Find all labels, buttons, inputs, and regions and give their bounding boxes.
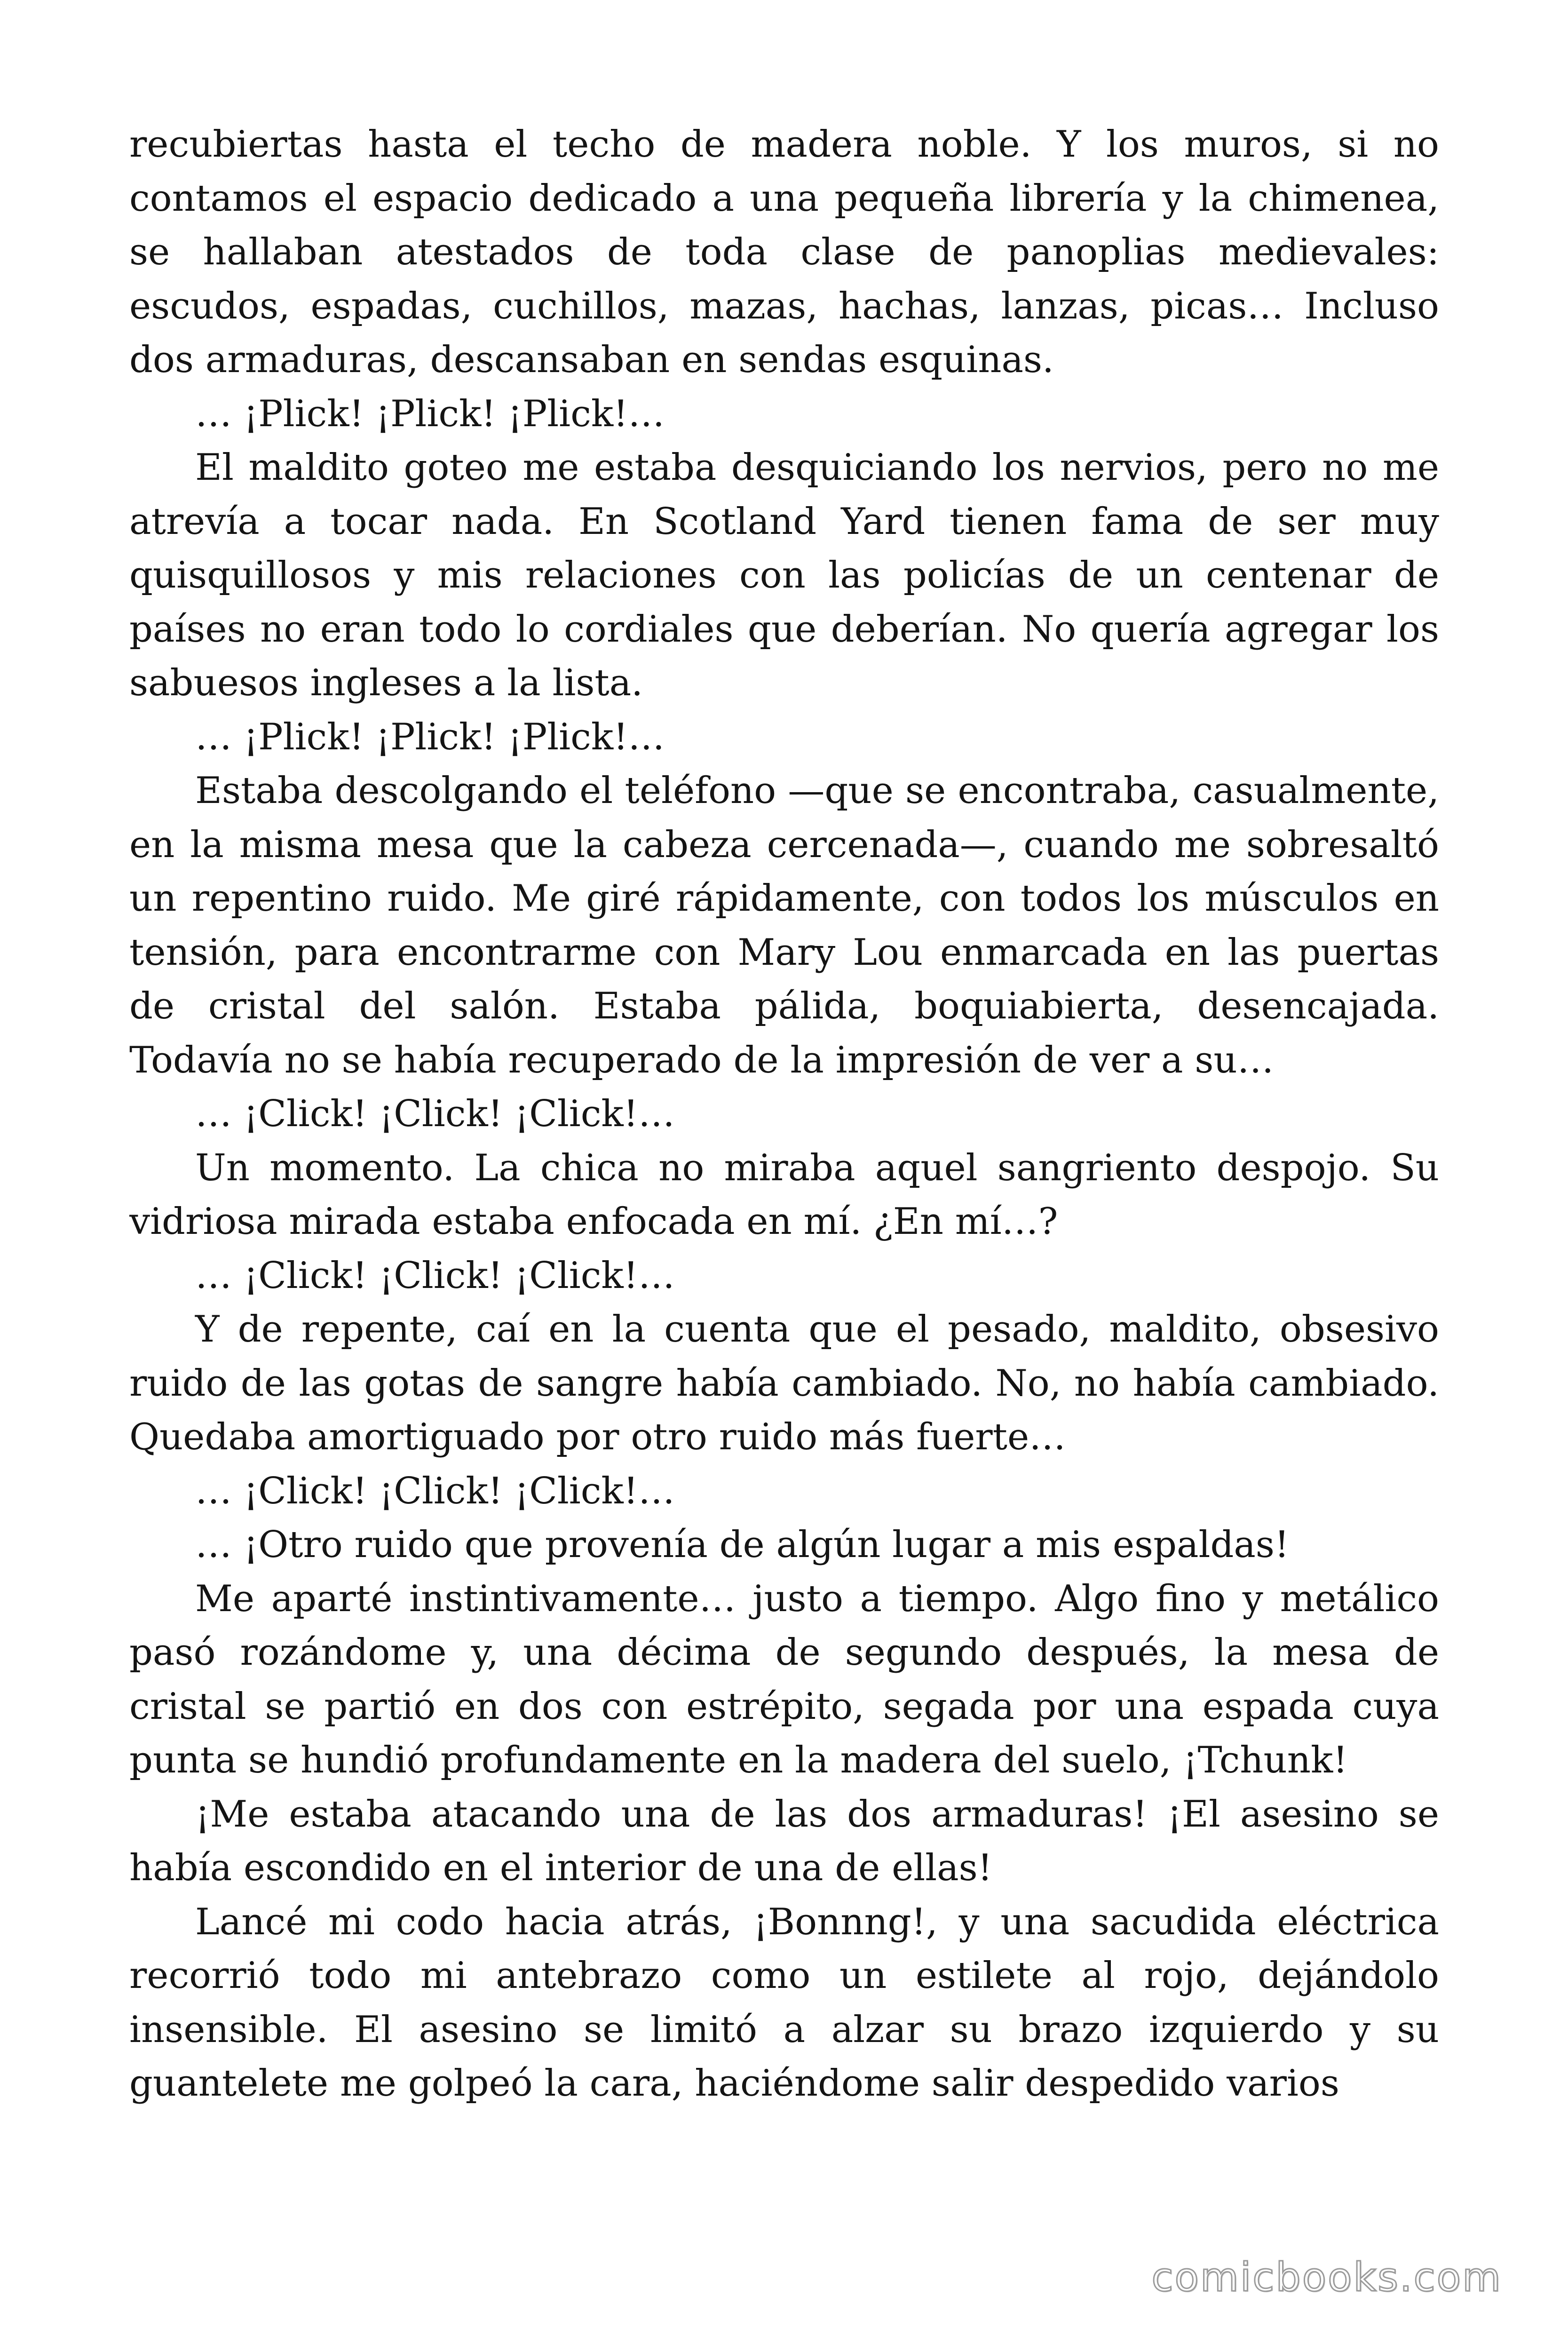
paragraph: … ¡Plick! ¡Plick! ¡Plick!… — [195, 392, 665, 435]
paragraph: Me aparté instintivamente… justo a tiempo. Algo fino y metálico pasó rozándome y, una décima de segundo después, la mesa de cristal se partió en dos con estrépito, segada por una espada cuya punta se hundió profundamente en la madera del suelo, ¡Tchunk! — [129, 1577, 1439, 1781]
paragraph: … ¡Click! ¡Click! ¡Click!… — [195, 1093, 675, 1135]
paragraph: recubiertas hasta el techo de madera noble. Y los muros, si no contamos el espacio dedicado a una pequeña librería y la chimenea, se hallaban atestados de toda clase de panoplias medievales: escudos, espadas, cuchillos, mazas, hachas, lanzas, picas… Incluso dos armaduras, descansaban en sendas esquinas. — [129, 123, 1439, 381]
paragraph: … ¡Click! ¡Click! ¡Click!… — [195, 1470, 675, 1512]
page-body — [129, 118, 1439, 2211]
paragraph: … ¡Otro ruido que provenía de algún lugar a mis espaldas! — [195, 1524, 1290, 1566]
paragraph: El maldito goteo me estaba desquiciando los nervios, pero no me atrevía a tocar nada. En Scotland Yard tienen fama de ser muy quisquillosos y mis relaciones con las policías de un centenar de países no eran todo lo cordiales que deberían. No quería agregar los sabuesos ingleses a la lista. — [129, 446, 1439, 704]
paragraph: ¡Me estaba atacando una de las dos armaduras! ¡El asesino se había escondido en el interior de una de ellas! — [129, 1793, 1439, 1889]
watermark-logo: comicbooks.com — [1151, 2254, 1502, 2300]
paragraph: Un momento. La chica no miraba aquel sangriento despojo. Su vidriosa mirada estaba enfocada en mí. ¿En mí…? — [129, 1146, 1439, 1243]
paragraph: … ¡Click! ¡Click! ¡Click!… — [195, 1254, 675, 1297]
paragraph: … ¡Plick! ¡Plick! ¡Plick!… — [195, 715, 665, 758]
paragraph: Lancé mi codo hacia atrás, ¡Bonnng!, y una sacudida eléctrica recorrió todo mi antebrazo como un estilete al rojo, dejándolo insensible. El asesino se limitó a alzar su brazo izquierdo y su guantelete me golpeó la cara, haciéndome salir despedido varios — [129, 1900, 1439, 2105]
paragraph: Estaba descolgando el teléfono —que se encontraba, casualmente, en la misma mesa que la cabeza cercenada—, cuando me sobresaltó un repentino ruido. Me giré rápidamente, con todos los músculos en tensión, para encontrarme con Mary Lou enmarcada en las puertas de cristal del salón. Estaba pálida, boquiabierta, desencajada. Todavía no se había recuperado de la impresión de ver a su… — [129, 770, 1439, 1081]
paragraph: Y de repente, caí en la cuenta que el pesado, maldito, obsesivo ruido de las gotas de sangre había cambiado. No, no había cambiado. Quedaba amortiguado por otro ruido más fuerte… — [129, 1308, 1439, 1458]
